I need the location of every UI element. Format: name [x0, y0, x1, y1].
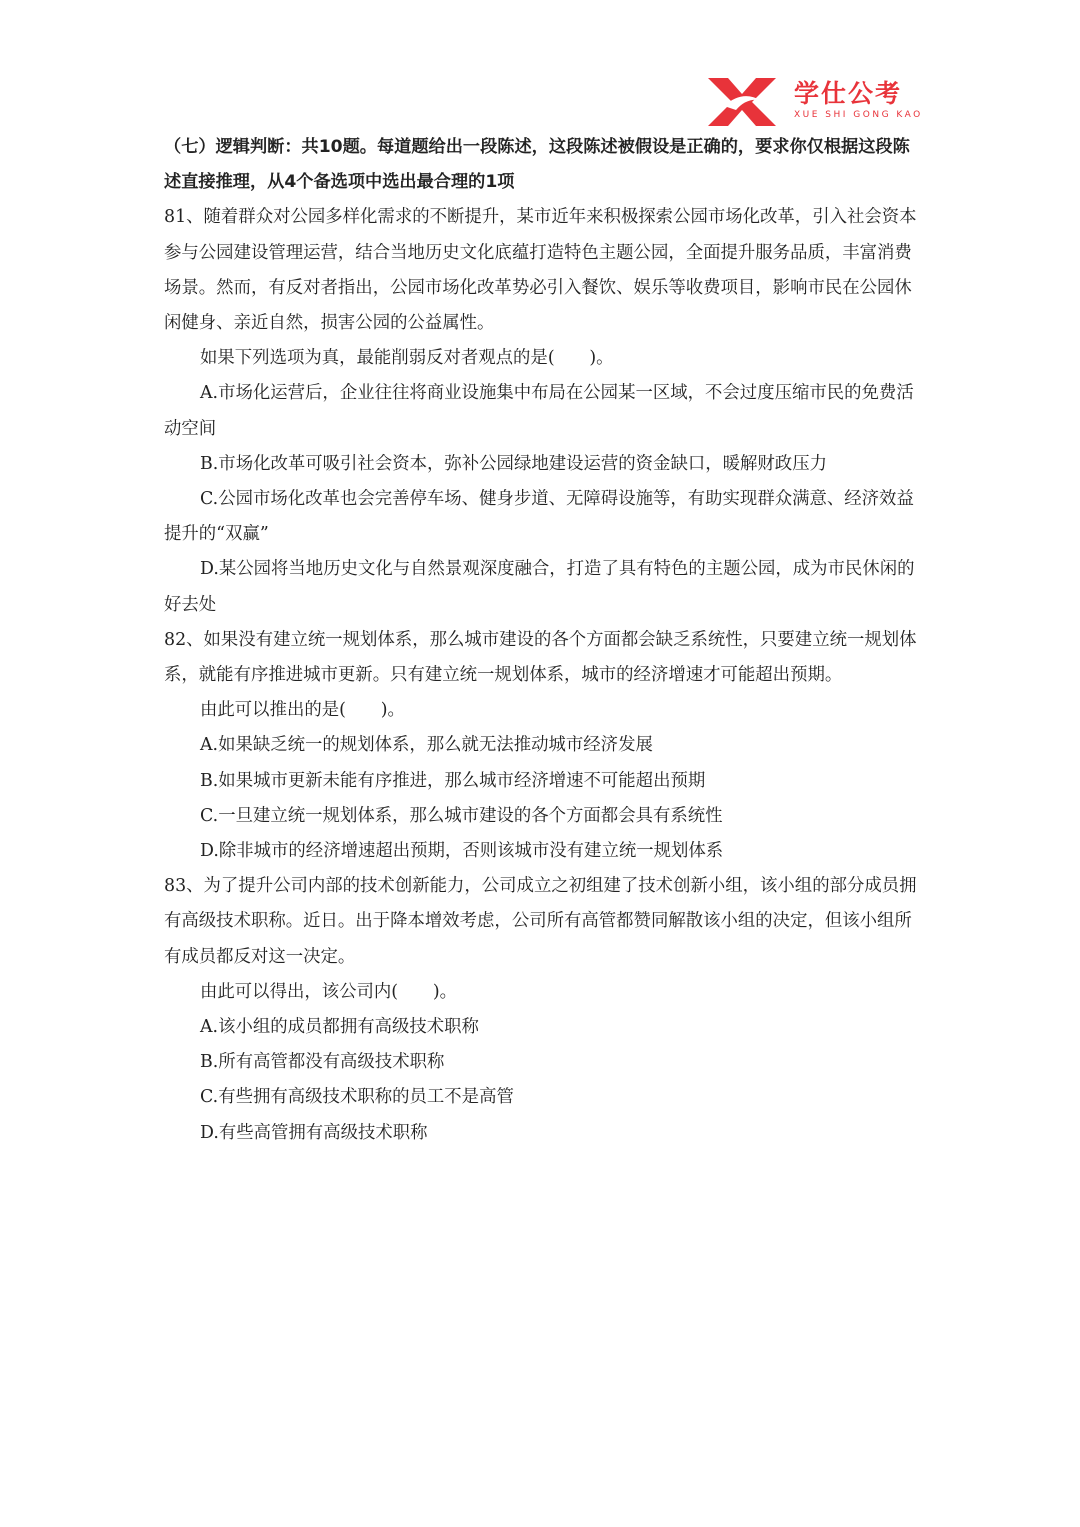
option-b: B.市场化改革可吸引社会资本，弥补公园绿地建设运营的资金缺口，暖解财政压力	[200, 453, 827, 474]
option-b: B.所有高管都没有高级技术职称	[200, 1052, 445, 1073]
question-81	[164, 200, 918, 622]
section-title: （七）逻辑判断：共10题。每道题给出一段陈述，这段陈述被假设是正确的，要求你仅根据这段陈述直接推理，从4个备选项中选出最合理的1项	[164, 137, 910, 193]
option-c: C.公园市场化改革也会完善停车场、健身步道、无障碍设施等，有助实现群众满意、经济效益提升的“双赢”	[164, 489, 914, 545]
option-a: A.市场化运营后，企业往往将商业设施集中布局在公园某一区域，不会过度压缩市民的免费活动空间	[164, 383, 914, 439]
option-c: C.一旦建立统一规划体系，那么城市建设的各个方面都会具有系统性	[200, 805, 723, 826]
option-d: D.除非城市的经济增速超出预期，否则该城市没有建立统一规划体系	[200, 841, 724, 862]
logo-x-icon	[706, 76, 778, 128]
question-stem: 81、随着群众对公园多样化需求的不断提升，某市近年来积极探索公园市场化改革，引入社会资本参与公园建设管理运营，结合当地历史文化底蕴打造特色主题公园，全面提升服务品质，丰富消费场景。然而，有反对者指出，公园市场化改革势必引入餐饮、娱乐等收费项目，影响市民在公园休闲健身、亲近自然，损害公园的公益属性。	[164, 207, 917, 334]
option-d: D.有些高管拥有高级技术职称	[200, 1122, 428, 1143]
option-a: A.如果缺乏统一的规划体系，那么就无法推动城市经济发展	[200, 735, 653, 756]
question-82	[164, 623, 918, 869]
option-d: D.某公园将当地历史文化与自然景观深度融合，打造了具有特色的主题公园，成为市民休闲的好去处	[164, 559, 915, 615]
option-b: B.如果城市更新未能有序推进，那么城市经济增速不可能超出预期	[200, 770, 706, 791]
question-prompt: 如果下列选项为真，最能削弱反对者观点的是( )。	[200, 348, 614, 369]
document-body	[164, 130, 918, 1151]
option-c: C.有些拥有高级技术职称的员工不是高管	[200, 1087, 514, 1108]
question-prompt: 由此可以推出的是( )。	[200, 700, 405, 721]
logo-name-cn: 学仕公考	[794, 79, 903, 108]
brand-logo	[706, 72, 926, 132]
question-83	[164, 869, 918, 1151]
question-prompt: 由此可以得出，该公司内( )。	[200, 981, 458, 1002]
logo-name-en: XUE SHI GONG KAO	[794, 110, 923, 120]
question-stem: 82、如果没有建立统一规划体系，那么城市建设的各个方面都会缺乏系统性，只要建立统一规划体系，就能有序推进城市更新。只有建立统一规划体系，城市的经济增速才可能超出预期。	[164, 629, 917, 686]
question-stem: 83、为了提升公司内部的技术创新能力，公司成立之初组建了技术创新小组，该小组的部分成员拥有高级技术职称。近日。出于降本增效考虑，公司所有高管都赞同解散该小组的决定，但该小组所有成员都反对这一决定。	[164, 876, 917, 967]
option-a: A.该小组的成员都拥有高级技术职称	[200, 1017, 479, 1038]
